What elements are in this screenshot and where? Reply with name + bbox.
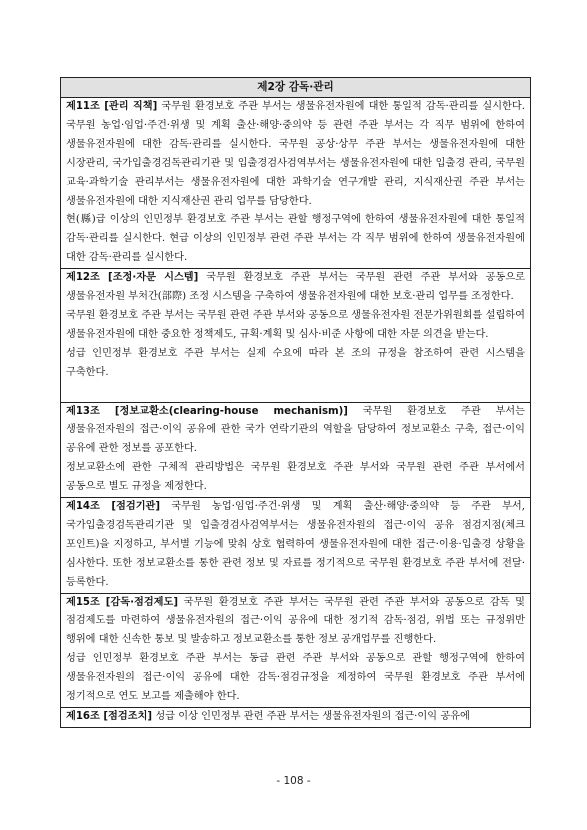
article-text: 국무원 환경보호 주관 부서는 생물유전자원의 접근·이익 공유에 관한 국가 연락기관의 역할을 담당하여 정보교환소 구축, 접근·이익 공유에 관한 정보를 공포한다. bbox=[66, 405, 525, 455]
article-cell-15 bbox=[61, 593, 531, 707]
chapter-header-row bbox=[61, 78, 531, 98]
article-heading: 제11조 [관리 직책] bbox=[66, 101, 158, 112]
article-cell-13 bbox=[61, 402, 531, 498]
article-heading: 제12조 [조정·자문 시스템] bbox=[66, 272, 199, 284]
article-text: 성급 이상 인민정부 관련 주관 부서는 생물유전자원의 접근·이익 공유에 bbox=[152, 711, 470, 722]
article-paragraph bbox=[66, 269, 525, 307]
article-heading: 제13조 [정보교환소(clearing-house mechanism)] bbox=[66, 405, 348, 417]
article-row bbox=[61, 269, 531, 402]
page-number: - 108 - bbox=[276, 775, 311, 787]
article-paragraph bbox=[66, 594, 525, 651]
article-paragraph: 정보교환소에 관한 구체적 관리방법은 국무원 환경보호 주관 부서와 국무원 관련 주관 부서에서 공동으로 별도 규정을 제정한다. bbox=[66, 462, 525, 493]
article-paragraph bbox=[66, 708, 525, 727]
article-cell-16 bbox=[61, 708, 531, 728]
article-cell-12 bbox=[61, 269, 531, 402]
article-cell-11 bbox=[61, 98, 531, 269]
article-cell-14 bbox=[61, 498, 531, 594]
article-heading: 제15조 [감독·점검제도] bbox=[66, 596, 178, 608]
article-paragraph bbox=[66, 98, 525, 211]
article-row bbox=[61, 708, 531, 728]
article-paragraph bbox=[66, 403, 525, 460]
article-heading: 제14조 [점검기관] bbox=[66, 501, 161, 513]
article-blank-line bbox=[66, 383, 525, 402]
article-paragraph: 국무원 환경보호 주관 부서는 국무원 관련 주관 부서와 공동으로 생물유전자원 전문가위원회를 설립하여 생물유전자원에 대한 중요한 정책제도, 규획·계획 및 심사·비준 사항에 대한 자문 의견을 받는다. bbox=[66, 309, 525, 340]
article-heading: 제16조 [점검조치] bbox=[66, 711, 153, 722]
article-row bbox=[61, 402, 531, 498]
article-paragraph bbox=[66, 498, 525, 593]
article-paragraph: 현(縣)급 이상의 인민정부 환경보호 주관 부서는 관할 행정구역에 한하여 생물유전자원에 대한 통일적 감독·관리를 실시한다. 현급 이상의 인민정부 관련 주관 부서는 각 직무 범위에 한하여 생물유전자원에 대한 감독·관리를 실시한다. bbox=[66, 214, 525, 264]
article-row bbox=[61, 593, 531, 707]
article-text: 국무원 환경보호 주관 부서는 국무원 관련 주관 부서와 공동으로 감독 및 점검제도를 마련하여 생물유전자원의 접근·이익 공유에 대한 정기적 감독·점검, 위법 또는 규정위반 행위에 대한 신속한 통보 및 발송하고 정보교환소를 통한 정보 공개업무를 진행한다. bbox=[66, 596, 525, 646]
article-paragraph: 성급 인민정부 환경보호 주관 부서는 실제 수요에 따라 본 조의 규정을 참조하여 관련 시스템을 구축한다. bbox=[66, 347, 525, 378]
article-text: 국무원 환경보호 주관 부서는 국무원 관련 주관 부서와 공동으로 생물유전자원 부처간(部際) 조정 시스템을 구축하여 생물유전자원에 대한 보호·관리 업무를 조정한다. bbox=[66, 272, 525, 303]
article-row bbox=[61, 98, 531, 269]
article-row bbox=[61, 498, 531, 594]
article-text: 국무원 농업·임업·주건·위생 및 계획 출산·해양·중의약 등 주관 부서, 국가입출경검독관리기관 및 입출경검사검역부서는 생물유전자원의 접근·이익 공유 점검지점(체크 포인트)을 지정하고, 부서별 기능에 맞춰 상호 협력하여 생물유전자원에 대한 접근·이용·입출경 상황을 심사한다. 또한 정보교환소를 통한 관련 정보 및 자료를 정기적으로 국무원 환경보호 주관 부서에 전달·등록한다. bbox=[66, 501, 526, 588]
article-text: 국무원 환경보호 주관 부서는 생물유전자원에 대한 통일적 감독·관리를 실시한다. 국무원 농업·임업·주건·위생 및 계획 출산·해양·중의약 등 관련 주관 부서는 각 직무 범위에 한하여 생물유전자원에 대한 감독·관리를 실시한다. 국무원 공상·상무 주관 부서는 생물유전자원에 대한 시장관리, 국가입출경검독관리기관 및 입출경검사검역부서는 생물유전자원에 대한 입출경 관리, 국무원 교육·과학기술 관리부서는 생물유전자원에 대한 과학기술 연구개발 관리, 지식재산권 주관 부서는 생물유전자원에 대한 지식재산권 관리 업무를 담당한다. bbox=[66, 101, 525, 207]
chapter-title: 제2장 감독·관리 bbox=[61, 78, 531, 98]
article-paragraph: 성급 인민정부 환경보호 주관 부서는 동급 관련 주관 부서와 공동으로 관할 행정구역에 한하여 생물유전자원의 접근·이익 공유에 대한 감독·점검규정을 제정하여 국무원 환경보호 주관 부서에 정기적으로 연도 보고를 제출해야 한다. bbox=[66, 653, 525, 703]
regulation-table bbox=[60, 77, 531, 728]
